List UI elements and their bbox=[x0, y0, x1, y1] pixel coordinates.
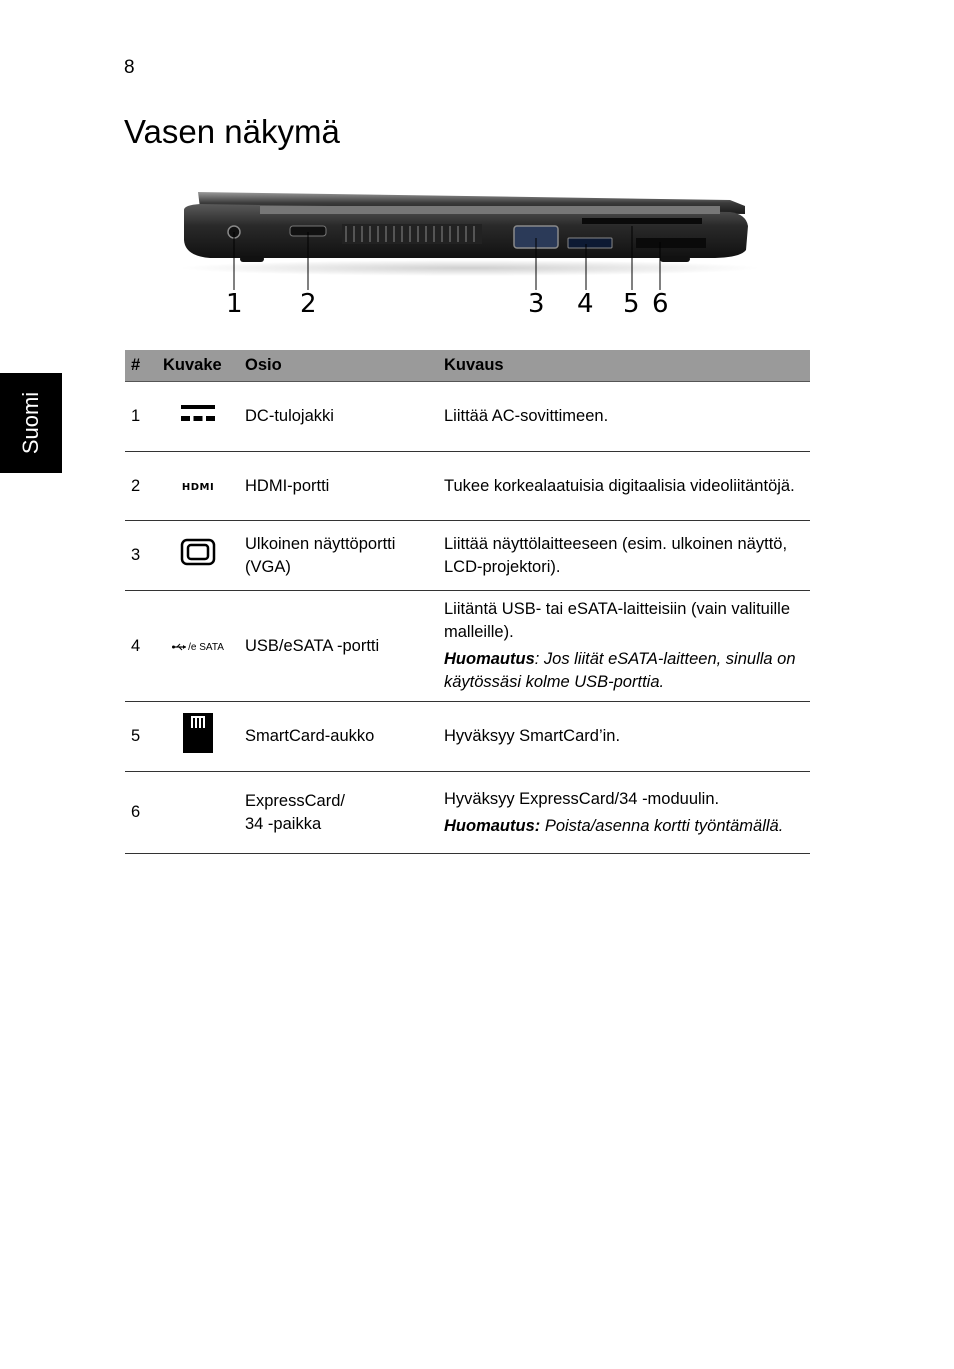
row-description: Tukee korkealaatuisia digitaalisia videoliitäntöjä. bbox=[444, 476, 795, 495]
row-description: Hyväksyy SmartCard’in. bbox=[444, 727, 621, 745]
side-tab-label: Suomi bbox=[18, 391, 43, 455]
usb-esata-icon bbox=[172, 642, 224, 653]
header-description: Kuvaus bbox=[438, 350, 810, 382]
row-description: Hyväksyy ExpressCard/34 -moduulin. bbox=[444, 789, 720, 808]
row-section: USB/eSATA -portti bbox=[239, 591, 438, 702]
callout-4: 4 bbox=[577, 289, 594, 319]
note-label: Huomautus bbox=[444, 650, 535, 668]
callout-5: 5 bbox=[623, 289, 640, 319]
callout-2: 2 bbox=[300, 289, 317, 319]
smartcard-icon bbox=[182, 712, 214, 754]
table-header-row bbox=[125, 350, 810, 382]
row-note bbox=[444, 648, 804, 694]
laptop-left-side-illustration bbox=[170, 180, 760, 330]
row-section: DC-tulojakki bbox=[239, 382, 438, 452]
table-row bbox=[125, 521, 810, 591]
hdmi-icon: HDMI bbox=[181, 481, 215, 493]
dc-in-icon bbox=[179, 402, 217, 424]
row-description: Liitäntä USB- tai eSATA-laitteisiin (vain valituille malleille). bbox=[444, 600, 791, 641]
table-row bbox=[125, 452, 810, 521]
ports-table bbox=[125, 350, 810, 854]
row-number: 5 bbox=[125, 702, 157, 772]
table-row bbox=[125, 702, 810, 772]
callout-1: 1 bbox=[226, 289, 243, 319]
vga-icon bbox=[180, 538, 216, 566]
table-row bbox=[125, 382, 810, 452]
row-number: 2 bbox=[125, 452, 157, 521]
row-note bbox=[444, 815, 804, 838]
page-number: 8 bbox=[124, 57, 135, 78]
note-text: Poista/asenna kortti työntämällä. bbox=[540, 816, 784, 835]
row-number: 3 bbox=[125, 521, 157, 591]
callout-6: 6 bbox=[652, 289, 669, 319]
header-number: # bbox=[125, 350, 157, 382]
usb-symbol-icon bbox=[172, 642, 188, 652]
row-section: HDMI-portti bbox=[239, 452, 438, 521]
esata-label: /e SATA bbox=[188, 641, 224, 653]
header-icon: Kuvake bbox=[157, 350, 239, 382]
row-description: Liittää AC-sovittimeen. bbox=[444, 407, 609, 425]
language-side-tab bbox=[0, 373, 62, 473]
row-number: 1 bbox=[125, 382, 157, 452]
note-text: : Jos liität eSATA-laitteen, sinulla on käytössäsi kolme USB-porttia. bbox=[444, 650, 796, 691]
row-number: 4 bbox=[125, 591, 157, 702]
page-title: Vasen näkymä bbox=[124, 113, 340, 150]
note-label: Huomautus: bbox=[444, 816, 541, 835]
row-number: 6 bbox=[125, 772, 157, 854]
table-row bbox=[125, 591, 810, 702]
row-section: Ulkoinen näyttöportti (VGA) bbox=[239, 521, 438, 591]
row-section-cont: 34 -paikka bbox=[245, 814, 322, 833]
table-row bbox=[125, 772, 810, 854]
row-description: Liittää näyttölaitteeseen (esim. ulkoinen näyttö, LCD-projektori). bbox=[444, 534, 788, 576]
callout-3: 3 bbox=[528, 289, 545, 319]
row-section: SmartCard-aukko bbox=[239, 702, 438, 772]
header-section: Osio bbox=[239, 350, 438, 382]
row-section: ExpressCard/ bbox=[245, 791, 345, 810]
